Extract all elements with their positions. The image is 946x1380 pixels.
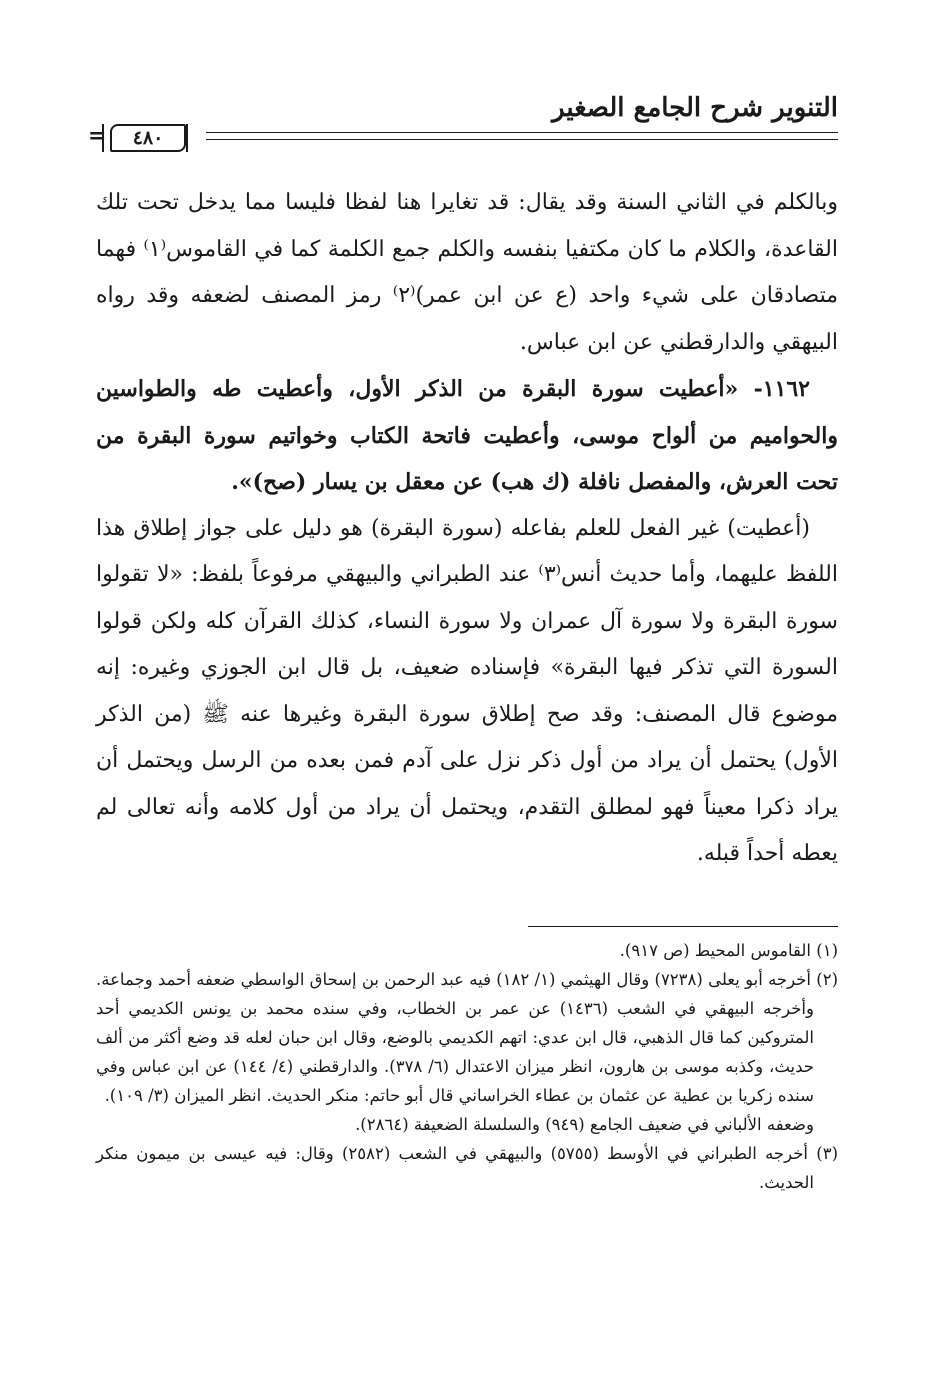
paragraph-commentary-1: وبالكلم في الثاني السنة وقد يقال: قد تغايرا هنا لفظا فليسا مما يدخل تحت تلك القاعدة، والكلام ما كان مكتفيا بنفسه والكلم جمع الكلمة كما في القاموس⁽١⁾ فهما متصادقان على شيء واحد (ع عن ابن عمر)⁽٢⁾ رمز المصنف لضعفه وقد رواه البيهقي والدارقطني عن ابن عباس.: [96, 190, 838, 355]
header-rule: [206, 132, 838, 140]
paragraph-commentary-2: (أعطيت) غير الفعل للعلم بفاعله (سورة البقرة) هو دليل على جواز إطلاق هذا اللفظ عليهما، وأما حديث أنس⁽٣⁾ عند الطبراني والبيهقي مرفوعاً بلفظ: «لا تقولوا سورة البقرة ولا سورة آل عمران ولا سورة النساء، كذلك القرآن كله ولكن قولوا السورة التي تذكر فيها البقرة» فإسناده ضعيف، بل قال ابن الجوزي وغيره: إنه موضوع قال المصنف: وقد صح إطلاق سورة البقرة وغيرها عنه ﷺ (من الذكر الأول) يحتمل أن يراد من أول ذكر نزل على آدم فمن بعده من الرسل ويحتمل أن يراد ذكرا معيناً فهو لمطلق التقدم، ويحتمل أن يراد من أول كلامه وأنه تعالى لم يعطه أحداً قبله.: [96, 515, 839, 866]
footnote-1: (١) القاموس المحيط (ص ٩١٧).: [619, 941, 838, 960]
main-text: [96, 180, 838, 878]
footnote-3: (٣) أخرجه الطبراني في الأوسط (٥٧٥٥) والبيهقي في الشعب (٢٥٨٢) وقال: فيه عيسى بن ميمون منكر الحديث.: [96, 1144, 838, 1192]
hadith-1162: ١١٦٢- «أعطيت سورة البقرة من الذكر الأول، وأعطيت طه والطواسين والحواميم من ألواح موسى، وأعطيت فاتحة الكتاب وخواتيم سورة البقرة من تحت العرش، والمفصل نافلة (ك هب) عن معقل بن يسار (صح)».: [96, 376, 838, 495]
book-page: [88, 88, 839, 1318]
page-number: ٤٨٠: [110, 124, 186, 152]
running-title: التنوير شرح الجامع الصغير: [552, 93, 838, 123]
footnote-2-continuation: وضعفه الألباني في ضعيف الجامع (٩٤٩) والسلسلة الضعيفة (٢٨٦٤).: [355, 1115, 814, 1134]
edge-mark: =: [88, 123, 107, 149]
footnote-2: (٢) أخرجه أبو يعلى (٧٢٣٨) وقال الهيثمي (١/ ١٨٢) فيه عبد الرحمن بن إسحاق الواسطي ضعفه أحمد وجماعة. وأخرجه البيهقي في الشعب (١٤٣٦) عن عمر بن الخطاب، وفي سنده محمد بن يونس الكديمي أحد المتروكين كما قال الذهبي، قال ابن عدي: اتهم الكديمي بالوضع، وقال ابن حبان لعله قد وضع أكثر من ألف حديث، وكذبه موسى بن هارون، انظر ميزان الاعتدال (٦/ ٣٧٨). والدارقطني (٤/ ١٤٤) عن ابن عباس وفي سنده زكريا بن عطية عن عثمان بن عطاء الخراساني قال أبو حاتم: منكر الحديث. انظر الميزان (٣/ ١٠٩).: [96, 970, 839, 1105]
footnotes: [96, 936, 838, 1197]
footnote-separator: [528, 926, 838, 927]
